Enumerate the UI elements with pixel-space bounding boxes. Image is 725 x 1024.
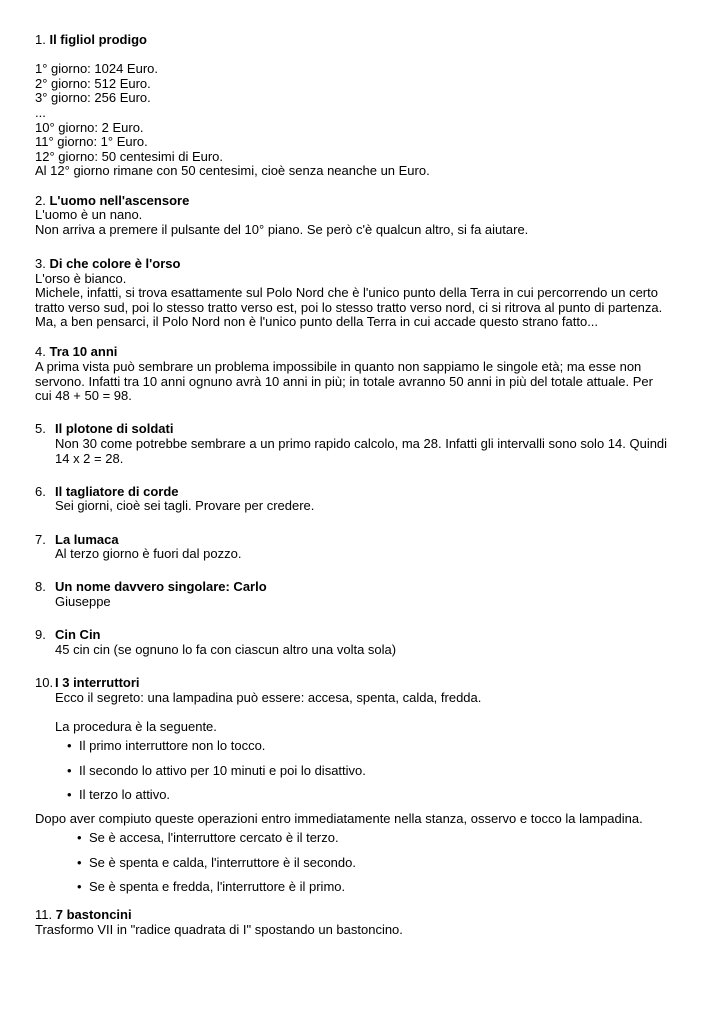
section-number: 9. — [35, 627, 46, 643]
section-heading — [35, 908, 695, 923]
bullet-icon: • — [77, 854, 82, 870]
section-title: Un nome davvero singolare: Carlo — [55, 579, 267, 595]
section-heading — [35, 194, 695, 209]
text-line: Non arriva a premere il pulsante del 10° piano. Se però c'è qualcun altro, si fa aiutare. — [35, 221, 529, 237]
list-item: • Se è spenta e calda, l'interruttore è il secondo. — [77, 854, 356, 870]
section-number: 2. — [35, 192, 46, 208]
text-line: L'uomo è un nano. — [35, 207, 143, 223]
section-heading — [35, 257, 695, 272]
text-line: Al 12° giorno rimane con 50 centesimi, cioè senza neanche un Euro. — [35, 163, 430, 179]
text-line: servono. Infatti tra 10 anni ognuno avrà 10 anni in più; in totale avranno 50 anni in più del totale attuale. Per — [35, 373, 653, 389]
text-line: tratto verso sud, poi lo stesso tratto verso est, poi lo stesso tratto verso nord, ci si ritrova al punto di partenza. — [35, 299, 663, 315]
text-line: La procedura è la seguente. — [55, 718, 217, 734]
document-page — [35, 33, 695, 937]
text-line: 12° giorno: 50 centesimi di Euro. — [35, 148, 224, 164]
section-title: Il figliol prodigo — [49, 32, 147, 47]
steps-list — [55, 739, 695, 802]
section-number: 8. — [35, 579, 46, 595]
text-line: Sei giorni, cioè sei tagli. Provare per credere. — [55, 498, 315, 514]
section-title: Di che colore è l'orso — [49, 255, 181, 271]
list-item: • Se è accesa, l'interruttore cercato è il terzo. — [77, 830, 339, 846]
text-line: 11° giorno: 1° Euro. — [35, 134, 148, 150]
bullet-icon: • — [67, 786, 72, 802]
section-number: 5. — [35, 421, 46, 437]
list-item: • Se è spenta e fredda, l'interruttore è il primo. — [77, 878, 346, 894]
text-line: 10° giorno: 2 Euro. — [35, 119, 144, 135]
section-4 — [35, 345, 695, 403]
section-title: Cin Cin — [55, 627, 101, 643]
text-line: 45 cin cin (se ognuno lo fa con ciascun altro una volta sola) — [55, 641, 397, 657]
outcomes-list — [35, 831, 695, 894]
section-5 — [35, 422, 695, 466]
text-line: cui 48 + 50 = 98. — [35, 388, 132, 404]
bullet-icon: • — [77, 878, 82, 894]
section-6 — [35, 485, 695, 514]
text-line: Non 30 come potrebbe sembrare a un primo rapido calcolo, ma 28. Infatti gli intervalli sono solo 14. Quindi — [55, 436, 668, 452]
section-number: 4. — [35, 344, 46, 360]
text-line: Dopo aver compiuto queste operazioni entro immediatamente nella stanza, osservo e tocco la lampadina. — [35, 810, 643, 826]
section-number: 1. — [35, 32, 46, 47]
bullet-icon: • — [77, 830, 82, 846]
section-title: Il tagliatore di corde — [55, 483, 179, 499]
section-10 — [35, 676, 695, 812]
text-line: Al terzo giorno è fuori dal pozzo. — [55, 546, 242, 562]
section-title: Il plotone di soldati — [55, 421, 174, 437]
section-number: 6. — [35, 483, 46, 499]
section-number: 10. — [35, 674, 54, 690]
section-2 — [35, 194, 695, 238]
text-line: 2° giorno: 512 Euro. — [35, 75, 151, 91]
text-line: Michele, infatti, si trova esattamente sul Polo Nord che è l'unico punto della Terra in cui percorrendo un certo — [35, 285, 658, 301]
list-item: • Il secondo lo attivo per 10 minuti e poi lo disattivo. — [67, 762, 366, 778]
text-line: Trasformo VII in "radice quadrata di I" spostando un bastoncino. — [35, 921, 403, 937]
text-line: 14 x 2 = 28. — [55, 450, 124, 466]
section-number: 11. — [35, 907, 53, 923]
section-8 — [35, 580, 695, 609]
section-title: Tra 10 anni — [49, 344, 118, 360]
section-7 — [35, 533, 695, 562]
bullet-icon: • — [67, 762, 72, 778]
section-1 — [35, 33, 695, 179]
section-title: L'uomo nell'ascensore — [49, 192, 190, 208]
list-item: • Il terzo lo attivo. — [67, 786, 171, 802]
section-heading — [35, 345, 695, 360]
text-line: Ma, a ben pensarci, il Polo Nord non è l'unico punto della Terra in cui accade questo strano fatto... — [35, 314, 599, 330]
section-title: I 3 interruttori — [55, 674, 140, 690]
text-line: ... — [35, 104, 46, 120]
text-line: Giuseppe — [55, 593, 111, 609]
list-item: • Il primo interruttore non lo tocco. — [67, 738, 266, 754]
section-title: 7 bastoncini — [55, 907, 132, 923]
section-heading — [35, 33, 695, 48]
section-number: 7. — [35, 531, 46, 547]
text-line: L'orso è bianco. — [35, 270, 127, 286]
text-line: 1° giorno: 1024 Euro. — [35, 61, 159, 77]
bullet-icon: • — [67, 738, 72, 754]
section-number: 3. — [35, 255, 46, 271]
text-line: Ecco il segreto: una lampadina può essere: accesa, spenta, calda, fredda. — [55, 689, 482, 705]
section-title: La lumaca — [55, 531, 119, 547]
section-11 — [35, 908, 695, 937]
section-3 — [35, 257, 695, 330]
text-line: 3° giorno: 256 Euro. — [35, 90, 151, 106]
section-9 — [35, 628, 695, 657]
text-line: A prima vista può sembrare un problema impossibile in quanto non sappiamo le singole età; ma esse non — [35, 359, 642, 375]
